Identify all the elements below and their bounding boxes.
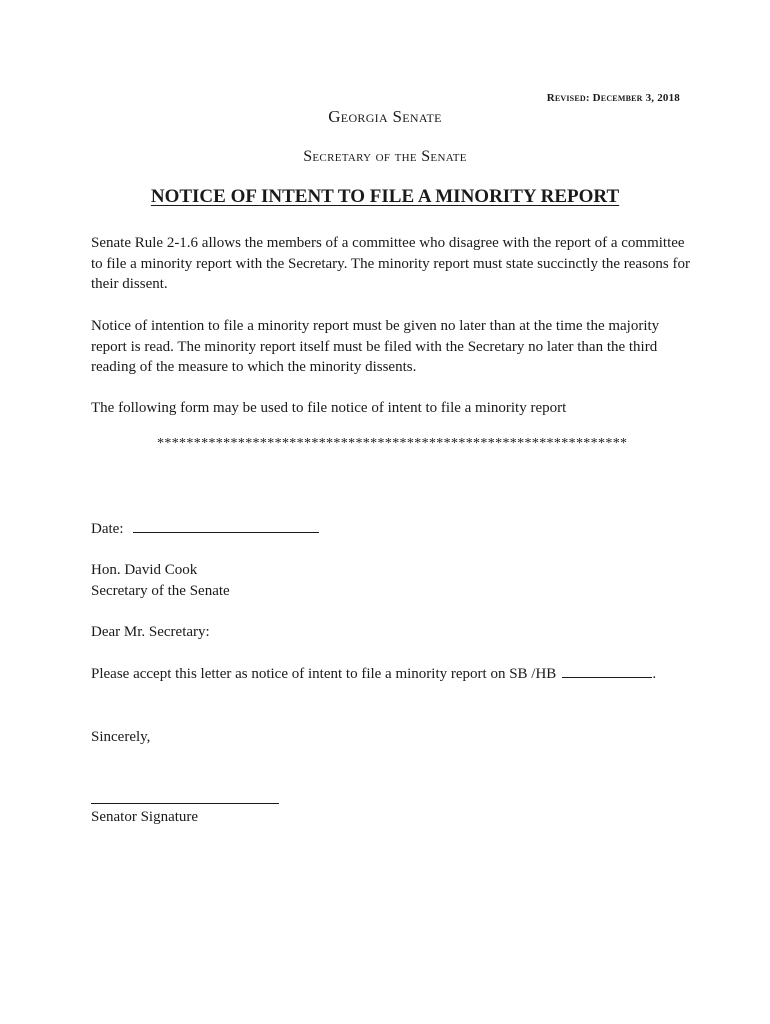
accept-period: . xyxy=(652,666,657,682)
organization-name: Georgia Senate xyxy=(328,107,442,126)
rule-paragraph: Senate Rule 2-1.6 allows the members of a committee who disagree with the report of a committee to file a minority report with the Secretary. The minority report must state succinctly the reasons for their dissent. xyxy=(91,235,690,292)
closing: Sincerely, xyxy=(91,729,151,745)
date-label: Date: xyxy=(91,521,124,537)
date-row xyxy=(91,520,319,538)
recipient-title: Secretary of the Senate xyxy=(91,583,230,599)
date-field[interactable] xyxy=(133,520,319,533)
document-title: NOTICE OF INTENT TO FILE A MINORITY REPORT xyxy=(150,186,620,207)
office-name: Secretary of the Senate xyxy=(303,148,467,165)
accept-row xyxy=(91,665,656,683)
revision-date: Revised: December 3, 2018 xyxy=(546,92,680,104)
bill-number-field[interactable] xyxy=(562,665,652,678)
form-intro-paragraph: The following form may be used to file notice of intent to file a minority report xyxy=(91,400,567,416)
asterisk-separator: **************************************************************** xyxy=(157,436,628,451)
signature-label: Senator Signature xyxy=(91,809,199,825)
salutation: Dear Mr. Secretary: xyxy=(91,624,210,640)
accept-text: Please accept this letter as notice of intent to file a minority report on SB /HB xyxy=(91,666,557,682)
notice-paragraph: Notice of intention to file a minority report must be given no later than at the time the majority report is read. The minority report itself must be filed with the Secretary no later than the third reading of the measure to which the minority dissents. xyxy=(91,318,660,375)
signature-field[interactable] xyxy=(91,803,279,804)
recipient-name: Hon. David Cook xyxy=(91,562,198,578)
